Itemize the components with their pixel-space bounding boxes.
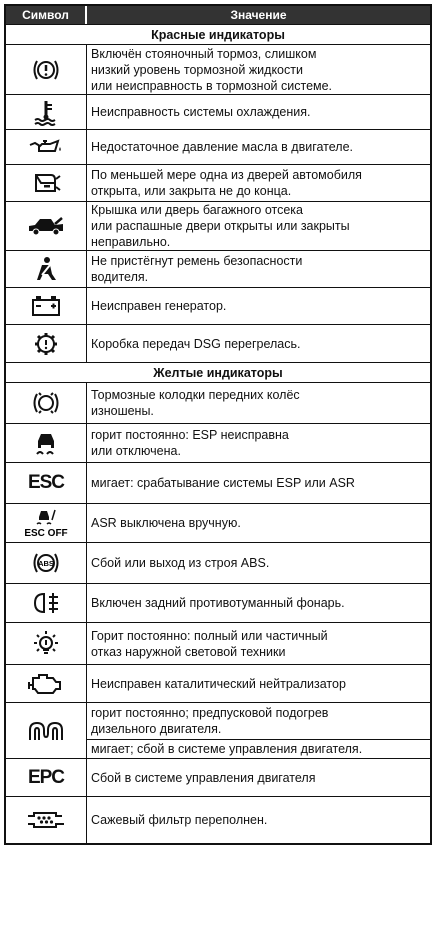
svg-text:ESC OFF: ESC OFF [24, 528, 68, 539]
description-line: Неисправен генератор. [91, 299, 227, 313]
door-open-icon [31, 172, 61, 194]
description-line: ASR выключена вручную. [91, 516, 241, 530]
table-row [6, 201, 430, 250]
description-line: Сбой или выход из строя ABS. [91, 556, 270, 570]
table-row [6, 462, 430, 503]
table-row [6, 94, 430, 129]
description-line: Тормозные колодки передних колёс [91, 388, 300, 402]
table-row [6, 542, 430, 583]
description-line: Неисправен каталитический нейтрализатор [91, 676, 346, 691]
description-line: Недостаточное давление масла в двигателе. [91, 140, 354, 154]
table-row [6, 664, 430, 702]
symbol-cell [6, 383, 87, 423]
table-row [6, 423, 430, 462]
meaning-cell [87, 45, 430, 94]
description-line: или отключена. [91, 444, 181, 458]
esc-off-icon [24, 508, 68, 539]
description-line: водителя. [91, 270, 149, 284]
meaning-cell [87, 463, 430, 503]
meaning-cell [87, 504, 430, 542]
esc-text-icon: ESC [27, 472, 65, 493]
symbol-cell [6, 504, 87, 542]
seatbelt-icon [34, 256, 58, 282]
table-body [6, 24, 430, 843]
table-row [6, 324, 430, 362]
meaning-cell [87, 288, 430, 324]
description-line: Включён стояночный тормоз, слишком [91, 46, 317, 61]
table-row [6, 583, 430, 622]
symbol-cell [6, 95, 87, 129]
section-title-yellow: Желтые индикаторы [6, 362, 430, 382]
meaning-cell [87, 797, 430, 843]
table-row [6, 503, 430, 542]
description-line: мигает: срабатывание системы ESP или ASR [91, 476, 355, 490]
meaning-cell [87, 383, 430, 423]
esp-icon [33, 430, 59, 456]
meaning-cell [87, 251, 430, 287]
symbol-cell [6, 325, 87, 362]
table-row [6, 44, 430, 94]
table-row [6, 129, 430, 164]
description-line: неправильно. [91, 235, 171, 249]
engine-check-icon [27, 671, 65, 697]
trunk-open-icon [27, 215, 65, 237]
symbol-cell [6, 623, 87, 664]
meaning-cell [87, 584, 430, 622]
description-line: или распашные двери открыты или закрыты [91, 219, 350, 233]
table-row [6, 702, 430, 758]
brake-pads-icon [30, 389, 62, 417]
rear-fog-light-icon [32, 591, 60, 615]
table-row [6, 622, 430, 664]
description-line: отказ наружной световой техники [91, 644, 286, 659]
table-row [6, 287, 430, 324]
section-title-red: Красные индикаторы [6, 24, 430, 44]
symbol-cell [6, 202, 87, 250]
brake-warning-icon [31, 57, 61, 83]
symbol-cell [6, 424, 87, 462]
table-row [6, 250, 430, 287]
meaning-cell [87, 95, 430, 129]
symbol-cell [6, 251, 87, 287]
svg-text:ABS: ABS [38, 559, 54, 568]
description-line: Коробка передач DSG перегрелась. [91, 336, 301, 351]
description-line: изношены. [91, 404, 154, 418]
description-line: По меньшей мере одна из дверей автомобиля [91, 168, 362, 182]
meaning-cell [87, 130, 430, 164]
coolant-temperature-icon [32, 99, 60, 125]
description-line: открыта, или закрыта не до конца. [91, 184, 292, 198]
meaning-column-header: Значение [230, 8, 287, 22]
symbol-column-header: Символ [6, 6, 87, 24]
description-line: Неисправность системы охлаждения. [91, 105, 311, 119]
symbol-cell [6, 759, 87, 796]
meaning-cell [87, 202, 430, 250]
bulb-failure-icon [31, 630, 61, 658]
indicator-table [4, 4, 432, 845]
meaning-subcell [87, 703, 430, 739]
particulate-filter-icon [26, 809, 66, 831]
symbol-cell [6, 703, 87, 758]
description-line: горит постоянно: ESP неисправна [91, 428, 289, 442]
epc-text-icon: EPC [27, 766, 65, 788]
symbol-cell [6, 165, 87, 201]
description-line: Горит постоянно: полный или частичный [91, 628, 328, 643]
gearbox-overheat-icon [34, 332, 58, 356]
table-row [6, 796, 430, 843]
description-line: дизельного двигателя. [91, 722, 222, 736]
table-row [6, 758, 430, 796]
battery-icon [30, 294, 62, 318]
table-header [6, 6, 430, 24]
meaning-cell [87, 325, 430, 362]
abs-icon [30, 549, 62, 577]
meaning-cell [87, 623, 430, 664]
description-line: горит постоянно; предпусковой подогрев [91, 706, 329, 720]
table-row [6, 382, 430, 423]
symbol-cell [6, 288, 87, 324]
table-row [6, 164, 430, 201]
description-line: или неисправность в тормозной системе. [91, 78, 333, 93]
description-line: мигает; сбой в системе управления двигателя. [91, 742, 363, 756]
symbol-cell [6, 665, 87, 702]
symbol-cell [6, 797, 87, 843]
meaning-subcell [87, 739, 430, 758]
meaning-cell [87, 665, 430, 702]
meaning-cell [87, 165, 430, 201]
symbol-cell [6, 463, 87, 503]
meaning-cell [87, 759, 430, 796]
description-line: низкий уровень тормозной жидкости [91, 62, 303, 77]
oil-pressure-icon [28, 137, 64, 157]
meaning-cell [87, 703, 430, 758]
glow-plug-icon [27, 720, 65, 742]
meaning-cell [87, 424, 430, 462]
symbol-cell [6, 543, 87, 583]
meaning-cell [87, 543, 430, 583]
symbol-cell [6, 584, 87, 622]
description-line: Крышка или дверь багажного отсека [91, 203, 303, 217]
symbol-cell [6, 45, 87, 94]
description-line: Включен задний противотуманный фонарь. [91, 596, 345, 610]
symbol-cell [6, 130, 87, 164]
description-line: Не пристёгнут ремень безопасности [91, 254, 303, 268]
description-line: Сажевый фильтр переполнен. [91, 813, 268, 827]
description-line: Сбой в системе управления двигателя [91, 770, 316, 785]
